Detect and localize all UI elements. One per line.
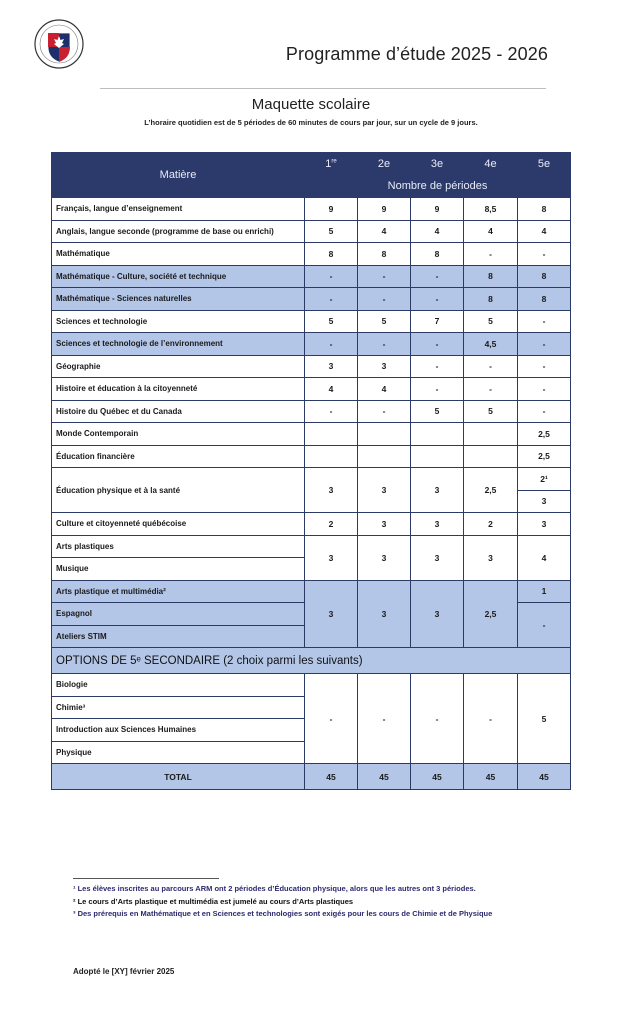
table-row [52, 468, 571, 491]
value-cell [464, 445, 518, 468]
table-row [52, 198, 571, 221]
subject-cell: Musique [52, 558, 305, 581]
value-cell: 8 [358, 243, 411, 266]
value-cell: - [411, 378, 464, 401]
value-cell: 5 [464, 310, 518, 333]
grade-1-header: 1re [305, 153, 358, 176]
value-cell: 9 [411, 198, 464, 221]
subject-cell: Monde Contemporain [52, 423, 305, 446]
table-row [52, 535, 571, 558]
table-row [52, 580, 571, 603]
table-row [52, 288, 571, 311]
value-cell: - [518, 243, 571, 266]
table-row [52, 310, 571, 333]
value-cell: 4 [518, 220, 571, 243]
schedule-intro: L’horaire quotidien est de 5 périodes de 60 minutes de cours par jour, sur un cycle de 9 jours. [144, 118, 478, 127]
value-cell: 2,5 [464, 580, 518, 648]
value-cell: 3 [411, 580, 464, 648]
table-row [52, 355, 571, 378]
subject-cell: Sciences et technologie de l’environnement [52, 333, 305, 356]
value-cell: 8 [464, 288, 518, 311]
value-cell: - [358, 288, 411, 311]
subject-cell: Mathématique [52, 243, 305, 266]
subject-cell: Éducation physique et à la santé [52, 468, 305, 513]
value-cell: - [358, 674, 411, 764]
value-cell: - [464, 355, 518, 378]
subject-cell: Mathématique - Culture, société et technique [52, 265, 305, 288]
value-cell: 3 [518, 490, 571, 513]
value-cell: - [464, 378, 518, 401]
value-cell: 2,5 [518, 445, 571, 468]
value-cell [358, 423, 411, 446]
document-title: Programme d’étude 2025 - 2026 [285, 44, 548, 64]
value-cell: - [358, 265, 411, 288]
table-row [52, 265, 571, 288]
value-cell: - [411, 333, 464, 356]
value-cell: - [358, 400, 411, 423]
total-cell: 45 [518, 764, 571, 790]
value-cell: 3 [358, 535, 411, 580]
table-row [52, 378, 571, 401]
value-cell: 3 [358, 580, 411, 648]
value-cell: 4 [518, 535, 571, 580]
value-cell: - [305, 288, 358, 311]
footnote-divider [73, 878, 219, 879]
subject-cell: Physique [52, 741, 305, 764]
subject-cell: Arts plastique et multimédia² [52, 580, 305, 603]
value-cell: 8,5 [464, 198, 518, 221]
total-cell: 45 [464, 764, 518, 790]
table-row [52, 333, 571, 356]
value-cell: 2 [464, 513, 518, 536]
table-row [52, 243, 571, 266]
grade-3-header: 3e [411, 153, 464, 176]
value-cell: - [411, 288, 464, 311]
subject-cell: Culture et citoyenneté québécoise [52, 513, 305, 536]
total-cell: 45 [305, 764, 358, 790]
value-cell: 8 [518, 288, 571, 311]
value-cell: 5 [411, 400, 464, 423]
value-cell: 3 [411, 513, 464, 536]
value-cell: 3 [518, 513, 571, 536]
value-cell: 5 [358, 310, 411, 333]
footnote-3: ³ Des prérequis en Mathématique et en Sciences et technologies sont exigés pour les cours de Chimie et de Physique [73, 909, 493, 918]
value-cell: 1 [518, 580, 571, 603]
value-cell: 8 [518, 265, 571, 288]
grade-5-header: 5e [518, 153, 571, 176]
value-cell: 2,5 [464, 468, 518, 513]
subject-cell: Mathématique - Sciences naturelles [52, 288, 305, 311]
schedule-table [51, 152, 571, 790]
value-cell: 9 [358, 198, 411, 221]
value-cell: - [305, 400, 358, 423]
periods-label: Nombre de périodes [305, 175, 571, 198]
subject-column-header: Matière [52, 153, 305, 198]
value-cell: 4 [411, 220, 464, 243]
value-cell: 2 [305, 513, 358, 536]
subject-cell: Introduction aux Sciences Humaines [52, 719, 305, 742]
footnote-2: ² Le cours d’Arts plastique et multimédia est jumelé au cours d’Arts plastiques [73, 897, 354, 906]
value-cell: - [305, 265, 358, 288]
value-cell: - [518, 355, 571, 378]
subject-cell: Arts plastiques [52, 535, 305, 558]
value-cell [464, 423, 518, 446]
value-cell: - [411, 355, 464, 378]
subject-cell: Géographie [52, 355, 305, 378]
value-cell: 8 [518, 198, 571, 221]
value-cell: 7 [411, 310, 464, 333]
value-cell: 3 [411, 468, 464, 513]
total-label: TOTAL [52, 764, 305, 790]
subject-cell: Espagnol [52, 603, 305, 626]
footnote-1: ¹ Les élèves inscrites au parcours ARM ont 2 périodes d’Éducation physique, alors que les autres ont 3 périodes. [73, 884, 476, 893]
value-cell: 2,5 [518, 423, 571, 446]
value-cell: - [518, 333, 571, 356]
table-row [52, 400, 571, 423]
value-cell: 3 [358, 355, 411, 378]
options-header-row [52, 648, 571, 674]
value-cell: 3 [358, 513, 411, 536]
grade-4-header: 4e [464, 153, 518, 176]
value-cell: 4 [358, 378, 411, 401]
value-cell [411, 423, 464, 446]
value-cell: 3 [305, 580, 358, 648]
subject-cell: Histoire du Québec et du Canada [52, 400, 305, 423]
value-cell [358, 445, 411, 468]
adoption-date: Adopté le [XY] février 2025 [73, 967, 175, 976]
title-divider [100, 88, 546, 89]
value-cell: - [358, 333, 411, 356]
options-header: OPTIONS DE 5ᵉ SECONDAIRE (2 choix parmi les suivants) [52, 648, 571, 674]
table-row [52, 513, 571, 536]
value-cell [305, 423, 358, 446]
value-cell: 3 [464, 535, 518, 580]
value-cell: 4 [305, 378, 358, 401]
value-cell: - [518, 378, 571, 401]
value-cell: - [411, 674, 464, 764]
value-cell: 4 [358, 220, 411, 243]
subject-cell: Biologie [52, 674, 305, 697]
school-crest-icon [33, 18, 85, 70]
total-cell: 45 [411, 764, 464, 790]
value-cell: 5 [464, 400, 518, 423]
table-row [52, 220, 571, 243]
value-cell: 5 [305, 220, 358, 243]
value-cell: - [464, 243, 518, 266]
subject-cell: Histoire et éducation à la citoyenneté [52, 378, 305, 401]
subject-cell: Anglais, langue seconde (programme de base ou enrichi) [52, 220, 305, 243]
subject-cell: Ateliers STIM [52, 625, 305, 648]
value-cell [411, 445, 464, 468]
table-row [52, 674, 571, 697]
value-cell: 4,5 [464, 333, 518, 356]
value-cell: 3 [305, 355, 358, 378]
value-cell: 3 [358, 468, 411, 513]
value-cell: 3 [305, 535, 358, 580]
value-cell: 8 [464, 265, 518, 288]
value-cell: - [305, 674, 358, 764]
value-cell: 9 [305, 198, 358, 221]
value-cell: 4 [464, 220, 518, 243]
value-cell: 8 [411, 243, 464, 266]
page-subtitle: Maquette scolaire [251, 96, 371, 113]
value-cell: 5 [518, 674, 571, 764]
value-cell: - [518, 603, 571, 648]
value-cell: 3 [411, 535, 464, 580]
value-cell: - [518, 400, 571, 423]
total-row [52, 764, 571, 790]
value-cell: - [464, 674, 518, 764]
grade-2-header: 2e [358, 153, 411, 176]
value-cell: - [518, 310, 571, 333]
subject-cell: Éducation financière [52, 445, 305, 468]
value-cell: 8 [305, 243, 358, 266]
total-cell: 45 [358, 764, 411, 790]
subject-cell: Chimie³ [52, 696, 305, 719]
value-cell: 2¹ [518, 468, 571, 491]
value-cell: 5 [305, 310, 358, 333]
value-cell: - [411, 265, 464, 288]
value-cell: - [305, 333, 358, 356]
subject-cell: Sciences et technologie [52, 310, 305, 333]
value-cell: 3 [305, 468, 358, 513]
table-row [52, 423, 571, 446]
table-row [52, 445, 571, 468]
subject-cell: Français, langue d’enseignement [52, 198, 305, 221]
value-cell [305, 445, 358, 468]
